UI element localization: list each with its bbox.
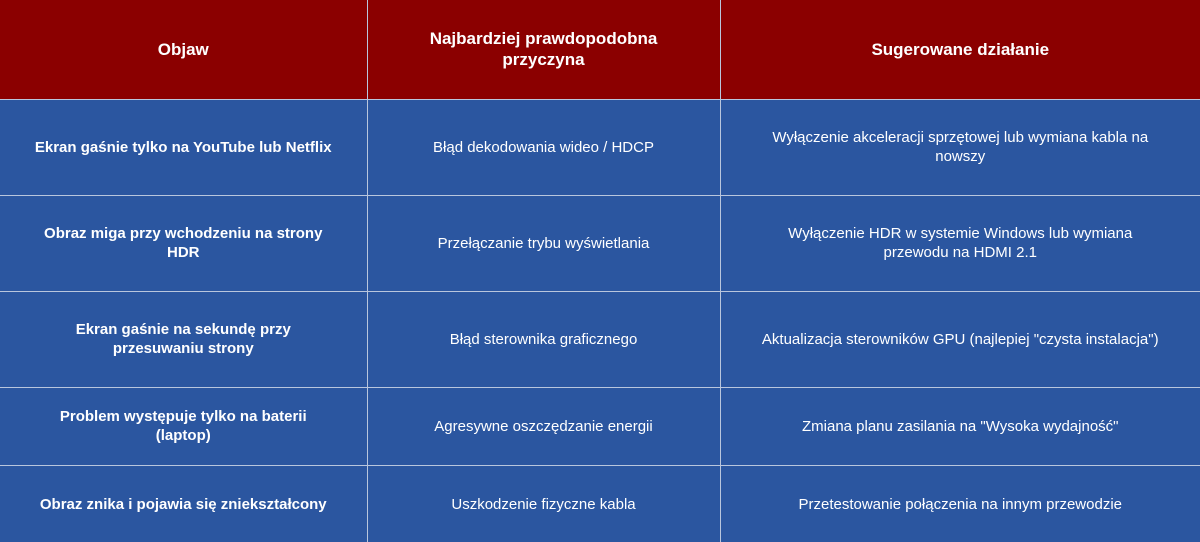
- action-cell: Aktualizacja sterowników GPU (najlepiej "czysta instalacja"): [720, 291, 1200, 387]
- action-cell: Zmiana planu zasilania na "Wysoka wydajność": [720, 387, 1200, 465]
- symptom-cell: Obraz znika i pojawia się zniekształcony: [0, 465, 367, 542]
- table-header: [0, 0, 1200, 99]
- cause-cell: Przełączanie trybu wyświetlania: [367, 195, 720, 291]
- table-row: [0, 291, 1200, 387]
- header-symptom: Objaw: [0, 0, 367, 99]
- cause-cell: Błąd dekodowania wideo / HDCP: [367, 99, 720, 195]
- action-cell: Wyłączenie akceleracji sprzętowej lub wymiana kabla na nowszy: [720, 99, 1200, 195]
- cause-cell: Uszkodzenie fizyczne kabla: [367, 465, 720, 542]
- cause-cell: Agresywne oszczędzanie energii: [367, 387, 720, 465]
- table-row: [0, 99, 1200, 195]
- header-cause: Najbardziej prawdopodobna przyczyna: [367, 0, 720, 99]
- table-body: [0, 99, 1200, 542]
- table-row: [0, 195, 1200, 291]
- symptom-cell: Ekran gaśnie na sekundę przy przesuwaniu strony: [0, 291, 367, 387]
- header-row: [0, 0, 1200, 99]
- table-row: [0, 387, 1200, 465]
- action-cell: Przetestowanie połączenia na innym przewodzie: [720, 465, 1200, 542]
- header-action: Sugerowane działanie: [720, 0, 1200, 99]
- table-row: [0, 465, 1200, 542]
- symptom-cell: Ekran gaśnie tylko na YouTube lub Netflix: [0, 99, 367, 195]
- symptom-cell: Problem występuje tylko na baterii (laptop): [0, 387, 367, 465]
- action-cell: Wyłączenie HDR w systemie Windows lub wymiana przewodu na HDMI 2.1: [720, 195, 1200, 291]
- cause-cell: Błąd sterownika graficznego: [367, 291, 720, 387]
- symptom-cell: Obraz miga przy wchodzeniu na strony HDR: [0, 195, 367, 291]
